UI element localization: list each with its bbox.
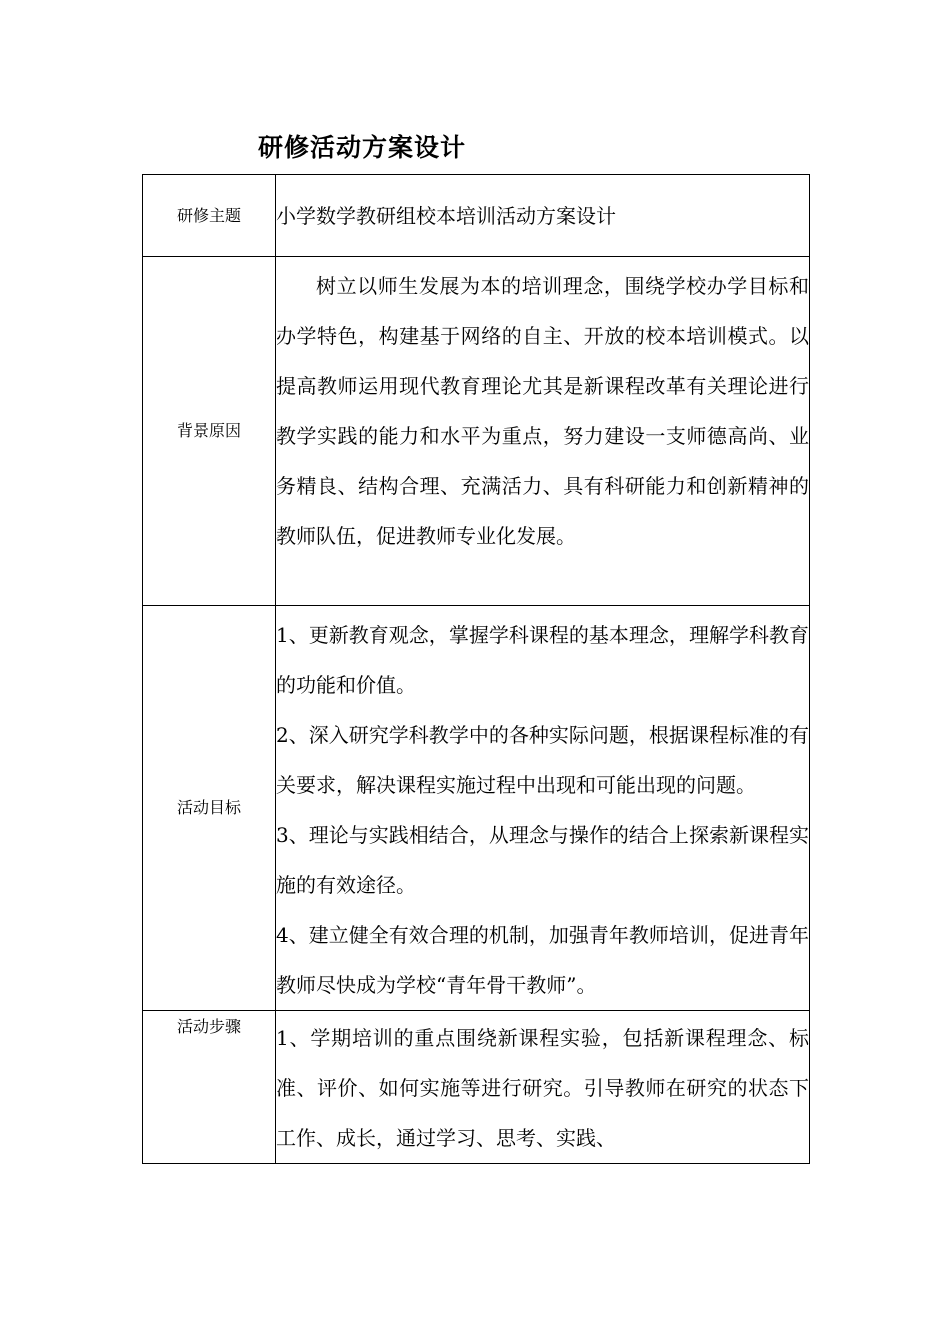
row-content-topic: 小学数学教研组校本培训活动方案设计 <box>276 175 810 257</box>
row-content-steps <box>276 1011 810 1164</box>
row-label-steps: 活动步骤 <box>143 1011 276 1164</box>
table-row-topic <box>143 175 810 257</box>
row-content-goals <box>276 606 810 1011</box>
table-row-background <box>143 257 810 606</box>
goal-item: 3、理论与实践相结合，从理念与操作的结合上探索新课程实施的有效途径。 <box>276 823 809 897</box>
step-item: 1、学期培训的重点围绕新课程实验，包括新课程理念、标准、评价、如何实施等进行研究。引导教师在研究的状态下工作、成长，通过学习、思考、实践、 <box>276 1026 809 1150</box>
page-title: 研修活动方案设计 <box>258 133 467 162</box>
goal-item: 4、建立健全有效合理的机制，加强青年教师培训，促进青年教师尽快成为学校“青年骨干教师”。 <box>276 923 809 997</box>
row-label-goals: 活动目标 <box>143 606 276 1011</box>
goal-item: 2、深入研究学科教学中的各种实际问题，根据课程标准的有关要求，解决课程实施过程中出现和可能出现的问题。 <box>276 723 809 797</box>
table-row-goals <box>143 606 810 1011</box>
goal-item: 1、更新教育观念，掌握学科课程的基本理念，理解学科教育的功能和价值。 <box>276 623 809 697</box>
row-content-background <box>276 257 810 606</box>
row-label-background: 背景原因 <box>143 257 276 606</box>
background-paragraph: 树立以师生发展为本的培训理念，围绕学校办学目标和办学特色，构建基于网络的自主、开放的校本培训模式。以提高教师运用现代教育理论尤其是新课程改革有关理论进行教学实践的能力和水平为重点，努力建设一支师德高尚、业务精良、结构合理、充满活力、具有科研能力和创新精神的教师队伍，促进教师专业化发展。 <box>276 274 809 548</box>
table-row-steps <box>143 1011 810 1164</box>
row-label-topic: 研修主题 <box>143 175 276 257</box>
plan-table <box>142 174 810 1164</box>
